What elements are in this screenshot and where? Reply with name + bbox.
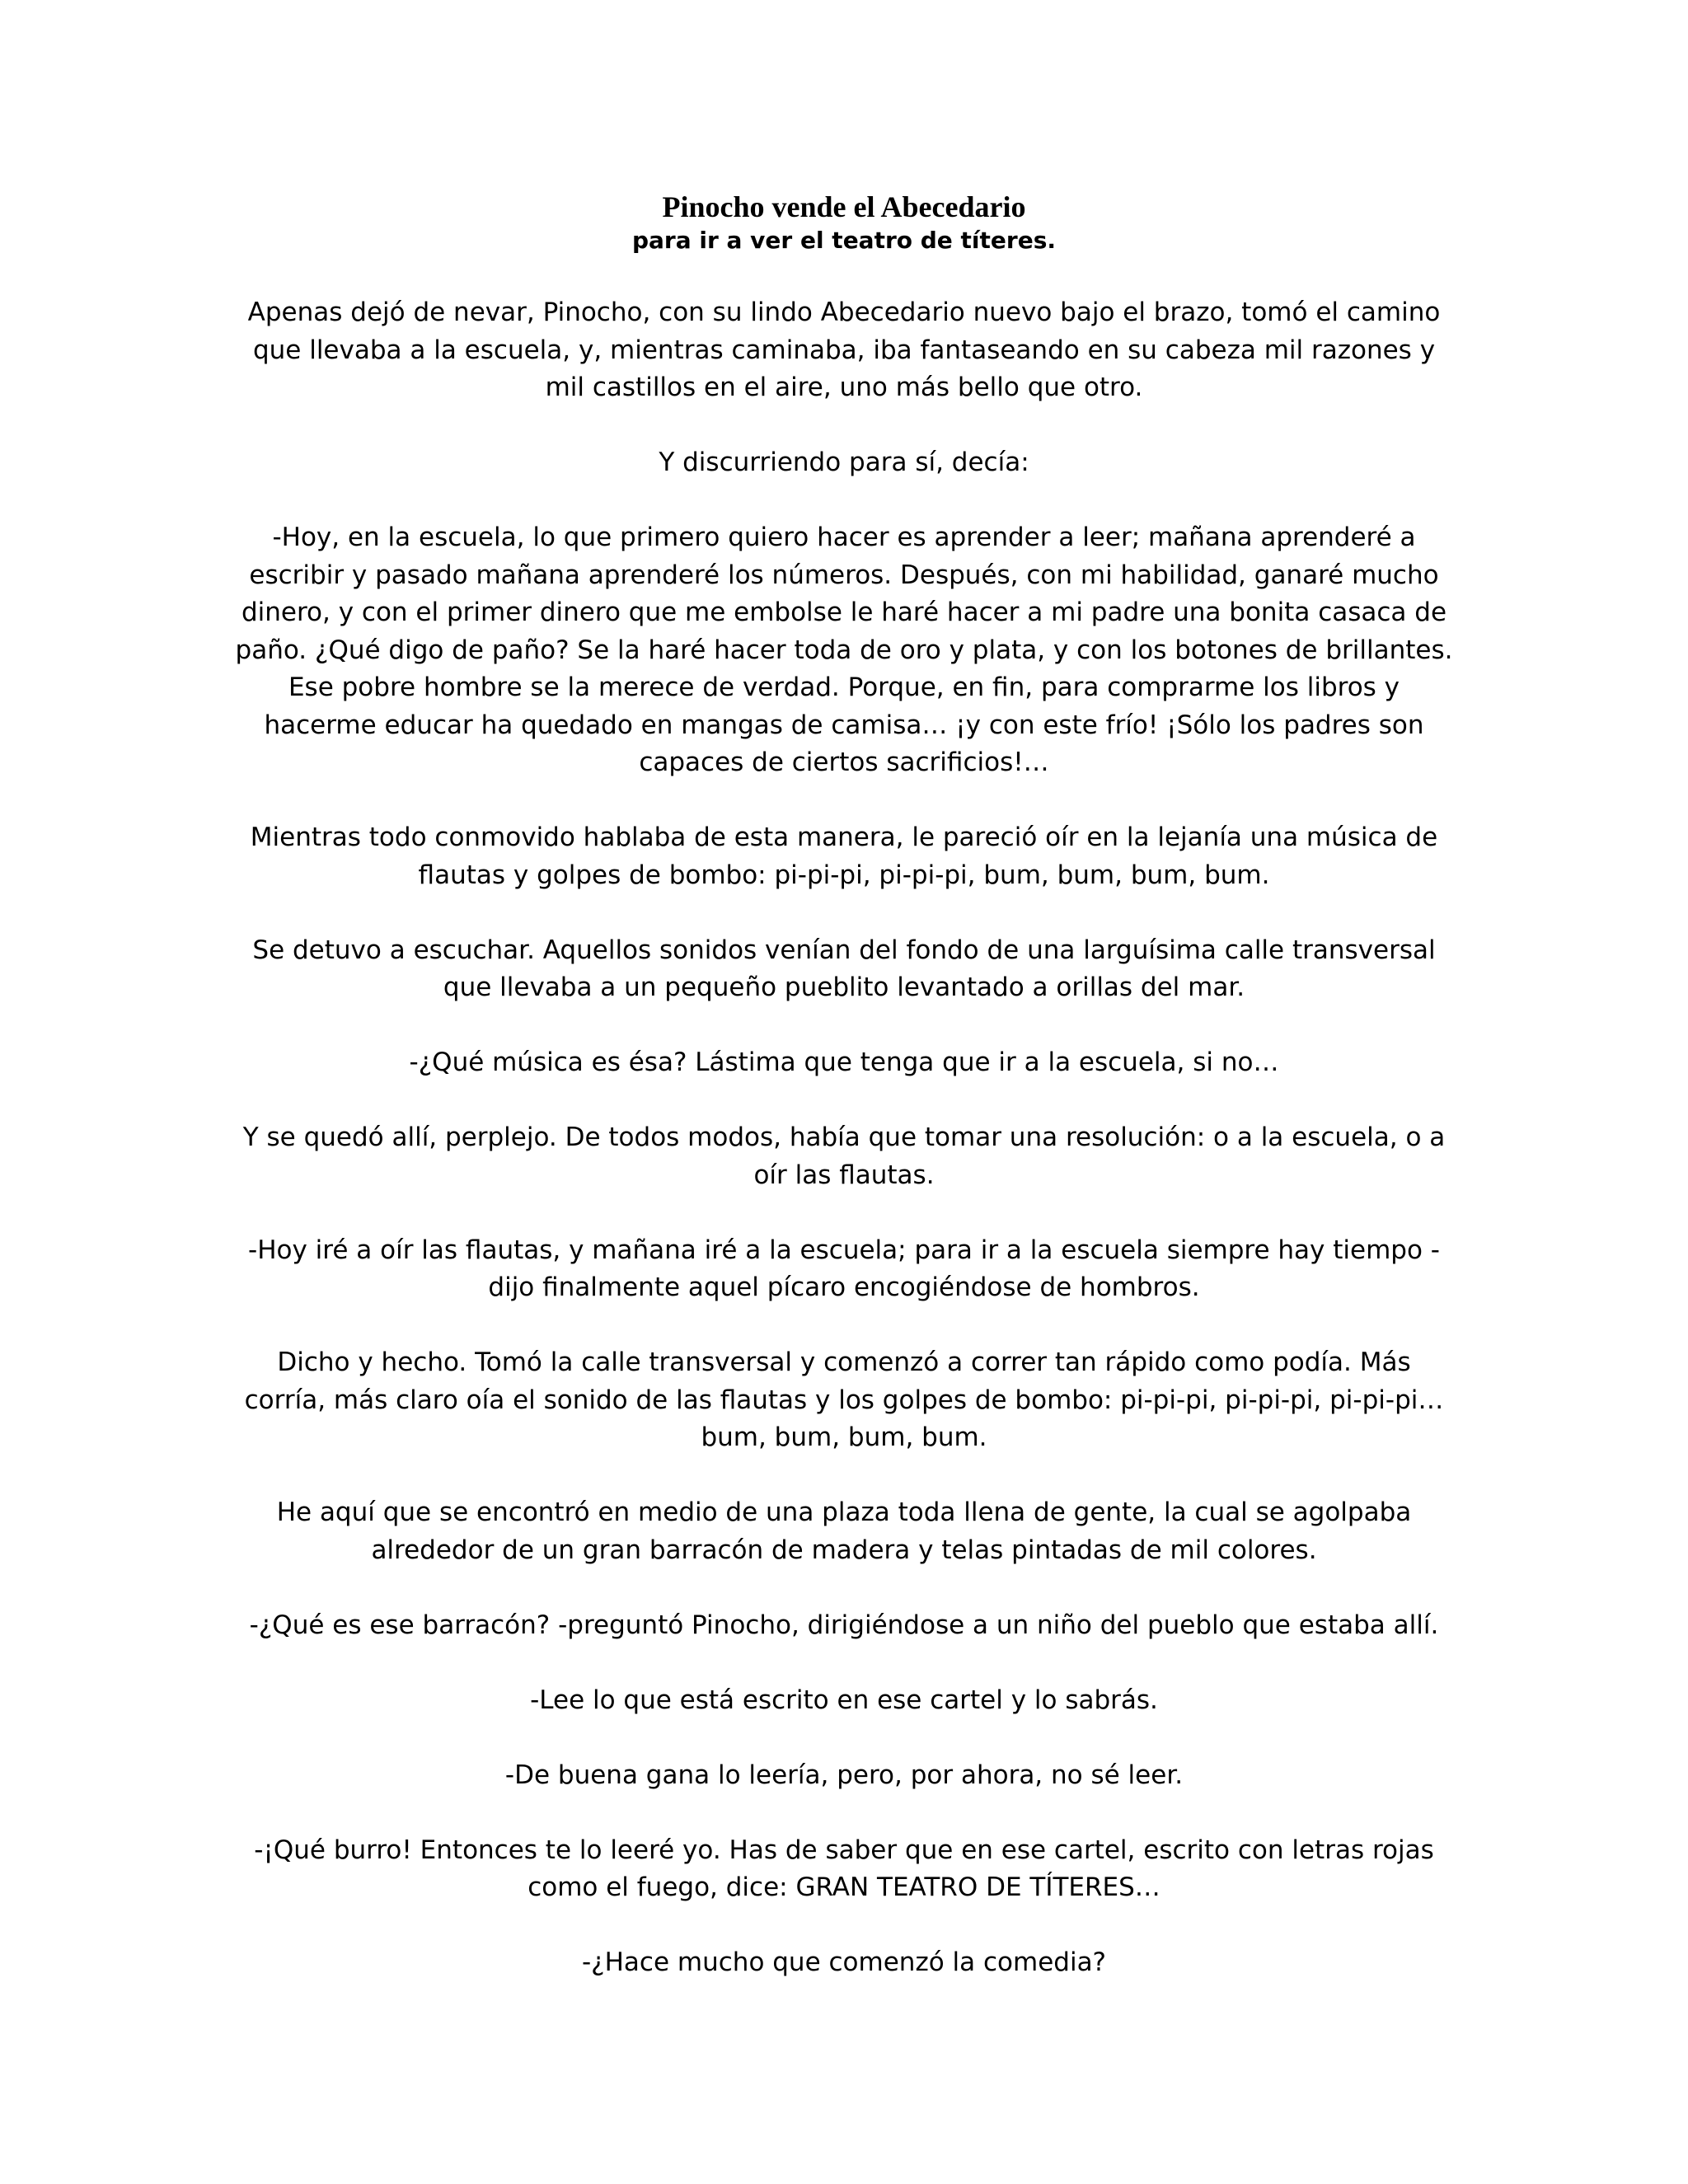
paragraph: -Hoy iré a oír las flautas, y mañana iré a la escuela; para ir a la escuela siempre hay tiempo -dijo finalmente aquel pícaro encogiéndose de hombros. bbox=[248, 1235, 1440, 1302]
paragraph: -De buena gana lo leería, pero, por ahora, no sé leer. bbox=[504, 1760, 1184, 1790]
paragraph: Se detuvo a escuchar. Aquellos sonidos venían del fondo de una larguísima calle transversal que llevaba a un pequeño pueblito levantado a orillas del mar. bbox=[252, 935, 1436, 1002]
paragraph: Y discurriendo para sí, decía: bbox=[659, 448, 1029, 477]
paragraph: -Hoy, en la escuela, lo que primero quiero hacer es aprender a leer; mañana aprenderé a escribir y pasado mañana aprenderé los números. Después, con mi habilidad, ganaré mucho dinero, y con el primer dinero que me embolse le haré hacer a mi padre una bonita casaca de paño. ¿Qué digo de paño? Se la haré hacer toda de oro y plata, y con los botones de brillantes. Ese pobre hombre se la merece de verdad. Porque, en fin, para comprarme los libros y hacerme educar ha quedado en mangas de camisa… ¡y con este frío! ¡Sólo los padres son capaces de ciertos sacrificios!… bbox=[235, 523, 1453, 777]
paragraph: -¡Qué burro! Entonces te lo leeré yo. Has de saber que en ese cartel, escrito con letras rojas como el fuego, dice: GRAN TEATRO DE TÍTERES… bbox=[254, 1835, 1434, 1902]
paragraph: -¿Qué música es ésa? Lástima que tenga que ir a la escuela, si no… bbox=[409, 1047, 1279, 1077]
paragraph: Apenas dejó de nevar, Pinocho, con su lindo Abecedario nuevo bajo el brazo, tomó el camino que llevaba a la escuela, y, mientras caminaba, iba fantaseando en su cabeza mil razones y mil castillos en el aire, uno más bello que otro. bbox=[247, 298, 1441, 402]
paragraph: Dicho y hecho. Tomó la calle transversal y comenzó a correr tan rápido como podía. Más corría, más claro oía el sonido de las flautas y los golpes de bombo: pi-pi-pi, pi-pi-pi, pi-pi-pi… bum, bum, bum, bum. bbox=[244, 1347, 1444, 1452]
paragraph: -Lee lo que está escrito en ese cartel y lo sabrás. bbox=[530, 1685, 1158, 1715]
document-page bbox=[231, 190, 1457, 2019]
paragraph: -¿Qué es ese barracón? -preguntó Pinocho, dirigiéndose a un niño del pueblo que estaba allí. bbox=[249, 1610, 1439, 1640]
document-subtitle: para ir a ver el teatro de títeres. bbox=[631, 227, 1056, 254]
paragraph: Mientras todo conmovido hablaba de esta manera, le pareció oír en la lejanía una música de flautas y golpes de bombo: pi-pi-pi, pi-pi-pi, bum, bum, bum, bum. bbox=[250, 823, 1438, 890]
paragraph: -¿Hace mucho que comenzó la comedia? bbox=[581, 1947, 1107, 1977]
paragraph: Y se quedó allí, perplejo. De todos modos, había que tomar una resolución: o a la escuela, o a oír las flautas. bbox=[242, 1122, 1446, 1190]
document-title: Pinocho vende el Abecedario bbox=[662, 190, 1026, 223]
paragraph: He aquí que se encontró en medio de una plaza toda llena de gente, la cual se agolpaba alrededor de un gran barracón de madera y telas pintadas de mil colores. bbox=[276, 1497, 1412, 1565]
